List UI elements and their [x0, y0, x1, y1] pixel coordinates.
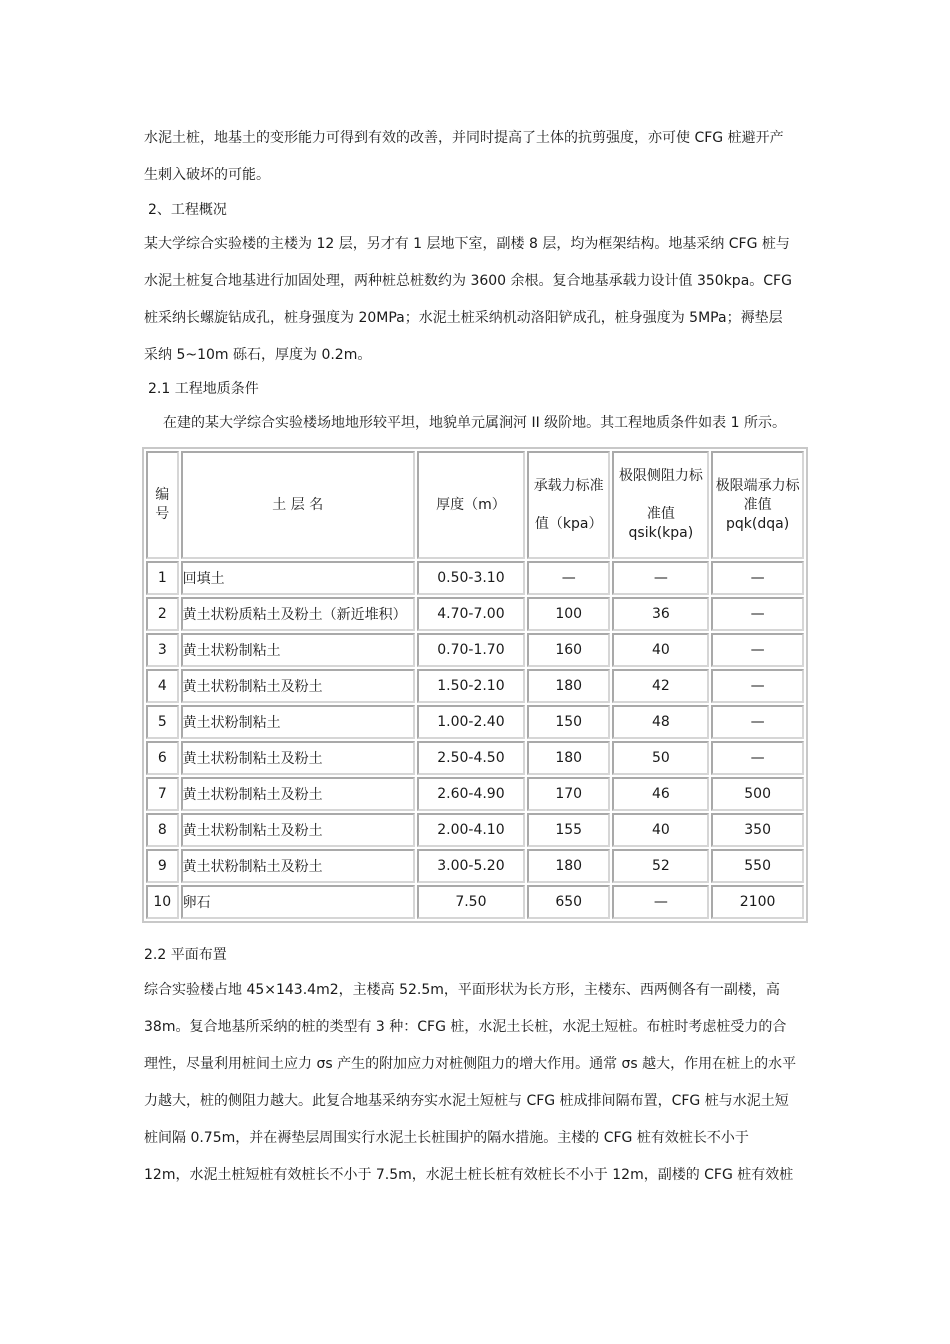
- cell-no: 2: [146, 597, 179, 631]
- table-header-row: [146, 451, 804, 559]
- cell-bearing: 100: [527, 597, 611, 631]
- table-row: [146, 813, 804, 847]
- paragraph-top-line-2: 生刺入破坏的可能。: [144, 167, 270, 183]
- cell-thickness: 2.50-4.50: [417, 741, 525, 775]
- cell-bearing: 150: [527, 705, 611, 739]
- header-name: 土 层 名: [181, 451, 415, 559]
- cell-bearing: 170: [527, 777, 611, 811]
- cell-thickness: 2.60-4.90: [417, 777, 525, 811]
- cell-name: 黄土状粉制粘土: [181, 705, 415, 739]
- cell-side: —: [612, 561, 709, 595]
- table-row: [146, 669, 804, 703]
- cell-no: 4: [146, 669, 179, 703]
- cell-side: —: [612, 885, 709, 919]
- cell-end: —: [711, 705, 804, 739]
- cell-name: 黄土状粉制粘土及粉土: [181, 849, 415, 883]
- header-side: [612, 451, 709, 559]
- cell-end: —: [711, 633, 804, 667]
- header-end: [711, 451, 804, 559]
- cell-name: 黄土状粉制粘土及粉土: [181, 813, 415, 847]
- section-2-2-line-5: 桩间隔 0.75m，并在褥垫层周围实行水泥土长桩围护的隔水措施。主楼的 CFG 桩有效桩长不小于: [144, 1130, 749, 1146]
- cell-bearing: 180: [527, 741, 611, 775]
- cell-name: 黄土状粉制粘土及粉土: [181, 741, 415, 775]
- cell-side: 46: [612, 777, 709, 811]
- section-2-2-line-3: 理性，尽量利用桩间土应力 σs 产生的附加应力对桩侧阻力的增大作用。通常 σs 越大，作用在桩上的水平: [144, 1056, 797, 1072]
- cell-bearing: 180: [527, 669, 611, 703]
- cell-side: 40: [612, 813, 709, 847]
- cell-thickness: 7.50: [417, 885, 525, 919]
- paragraph-top-line-1: 水泥土桩，地基土的变形能力可得到有效的改善，并同时提高了土体的抗剪强度，亦可使 CFG 桩避开产: [144, 130, 784, 146]
- section-2-1-intro: 在建的某大学综合实验楼场地地形较平坦，地貌单元属涧河 II 级阶地。其工程地质条件如表 1 所示。: [163, 415, 786, 431]
- header-bearing-line-1: 承载力标准: [533, 477, 604, 494]
- cell-end: 350: [711, 813, 804, 847]
- cell-end: 550: [711, 849, 804, 883]
- cell-name: 黄土状粉制粘土及粉土: [181, 669, 415, 703]
- cell-thickness: 4.70-7.00: [417, 597, 525, 631]
- cell-no: 10: [146, 885, 179, 919]
- cell-side: 52: [612, 849, 709, 883]
- cell-side: 48: [612, 705, 709, 739]
- cell-thickness: 2.00-4.10: [417, 813, 525, 847]
- cell-no: 7: [146, 777, 179, 811]
- table-row: [146, 561, 804, 595]
- cell-end: —: [711, 597, 804, 631]
- cell-side: 40: [612, 633, 709, 667]
- section-2-line-1: 某大学综合实验楼的主楼为 12 层，另才有 1 层地下室，副楼 8 层，均为框架结构。地基采纳 CFG 桩与: [144, 236, 790, 252]
- cell-thickness: 0.70-1.70: [417, 633, 525, 667]
- cell-bearing: —: [527, 561, 611, 595]
- header-bearing-line-2: 值（kpa）: [534, 515, 603, 532]
- cell-end: —: [711, 561, 804, 595]
- cell-no: 3: [146, 633, 179, 667]
- section-2-2-line-2: 38m。复合地基所采纳的桩的类型有 3 种：CFG 桩，水泥土长桩，水泥土短桩。布桩时考虑桩受力的合: [144, 1019, 787, 1035]
- cell-side: 42: [612, 669, 709, 703]
- section-2-line-4: 采纳 5~10m 砾石，厚度为 0.2m。: [144, 347, 372, 363]
- cell-name: 黄土状粉制粘土: [181, 633, 415, 667]
- table-row: [146, 849, 804, 883]
- header-end-line-3: pqk(dqa): [726, 515, 790, 532]
- table-row: [146, 885, 804, 919]
- cell-end: 2100: [711, 885, 804, 919]
- cell-thickness: 3.00-5.20: [417, 849, 525, 883]
- section-2-line-3: 桩采纳长螺旋钻成孔，桩身强度为 20MPa；水泥土桩采纳机动洛阳铲成孔，桩身强度为 5MPa；褥垫层: [144, 310, 783, 326]
- header-no: 编号: [146, 451, 179, 559]
- cell-name: 回填土: [181, 561, 415, 595]
- cell-end: 500: [711, 777, 804, 811]
- soil-conditions-table: [142, 447, 808, 923]
- header-bearing: [527, 451, 611, 559]
- cell-no: 5: [146, 705, 179, 739]
- table-row: [146, 777, 804, 811]
- cell-end: —: [711, 741, 804, 775]
- header-thickness: 厚度（m）: [417, 451, 525, 559]
- cell-thickness: 1.00-2.40: [417, 705, 525, 739]
- cell-bearing: 160: [527, 633, 611, 667]
- header-side-line-1: 极限侧阻力标: [618, 468, 703, 484]
- cell-bearing: 650: [527, 885, 611, 919]
- section-2-2-line-1: 综合实验楼占地 45×143.4m2，主楼高 52.5m，平面形状为长方形，主楼东、西两侧各有一副楼，高: [144, 982, 780, 998]
- table-row: [146, 597, 804, 631]
- section-2-2-line-6: 12m，水泥土桩短桩有效桩长不小于 7.5m，水泥土桩长桩有效桩长不小于 12m，副楼的 CFG 桩有效桩: [144, 1167, 794, 1183]
- cell-name: 黄土状粉质粘土及粉土（新近堆积）: [181, 597, 415, 631]
- header-end-line-2: 准值: [743, 496, 772, 513]
- cell-no: 8: [146, 813, 179, 847]
- cell-name: 卵石: [181, 885, 415, 919]
- cell-no: 1: [146, 561, 179, 595]
- section-2-line-2: 水泥土桩复合地基进行加固处理，两种桩总桩数约为 3600 余根。复合地基承载力设计值 350kpa。CFG: [144, 273, 792, 289]
- cell-no: 6: [146, 741, 179, 775]
- table-row: [146, 633, 804, 667]
- cell-thickness: 1.50-2.10: [417, 669, 525, 703]
- table-row: [146, 741, 804, 775]
- cell-name: 黄土状粉制粘土及粉土: [181, 777, 415, 811]
- cell-thickness: 0.50-3.10: [417, 561, 525, 595]
- header-side-line-2: 准值 qsik(kpa): [628, 506, 694, 541]
- table-row: [146, 705, 804, 739]
- cell-end: —: [711, 669, 804, 703]
- cell-side: 50: [612, 741, 709, 775]
- cell-no: 9: [146, 849, 179, 883]
- cell-bearing: 180: [527, 849, 611, 883]
- section-2-heading: 2、工程概况: [148, 202, 227, 218]
- section-2-2-heading: 2.2 平面布置: [144, 947, 227, 963]
- cell-bearing: 155: [527, 813, 611, 847]
- cell-side: 36: [612, 597, 709, 631]
- section-2-2-line-4: 力越大，桩的侧阻力越大。此复合地基采纳夯实水泥土短桩与 CFG 桩成排间隔布置，CFG 桩与水泥土短: [144, 1093, 789, 1109]
- section-2-1-heading: 2.1 工程地质条件: [148, 381, 259, 397]
- header-end-line-1: 极限端承力标: [715, 477, 800, 494]
